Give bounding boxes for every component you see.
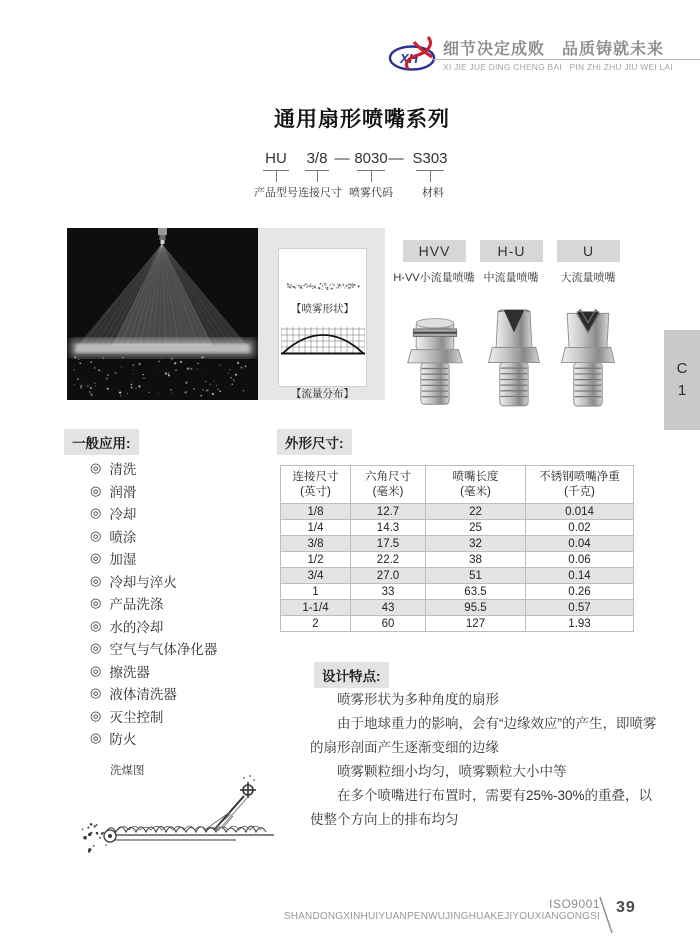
flow-distribution-icon xyxy=(281,325,365,355)
table-cell: 63.5 xyxy=(426,584,526,600)
code-label-model: 产品型号 xyxy=(254,187,298,199)
application-label: 水的冷却 xyxy=(109,619,164,635)
bullet-icon: ◎ xyxy=(90,527,102,543)
side-tab-letter: C xyxy=(676,360,688,377)
application-label: 润滑 xyxy=(109,484,137,500)
application-label: 擦洗器 xyxy=(109,664,150,680)
dimensions-heading: 外形尺寸: xyxy=(277,429,352,455)
code-label-size: 连接尺寸 xyxy=(298,187,342,199)
bullet-icon: ◎ xyxy=(90,685,102,701)
table-cell: 0.14 xyxy=(526,568,634,584)
footer-company: SHANDONGXINHUIYUANPENWUJINGHUAKEJIYOUXIANGONGSI xyxy=(283,911,600,922)
bullet-icon: ◎ xyxy=(90,707,102,723)
coal-wash-diagram xyxy=(78,772,288,872)
nozzle-photo-hvv xyxy=(402,312,468,408)
bullet-icon: ◎ xyxy=(90,595,102,611)
table-cell: 33 xyxy=(351,584,426,600)
table-cell: 25 xyxy=(426,520,526,536)
spray-shape-icon xyxy=(283,277,363,295)
application-item xyxy=(90,637,217,660)
bullet-icon: ◎ xyxy=(90,617,102,633)
code-material: S303 xyxy=(412,150,448,167)
side-tab-number: 1 xyxy=(677,382,687,399)
spray-info-card xyxy=(278,248,367,400)
bullet-icon: ◎ xyxy=(90,550,102,566)
footer-page-number: 39 xyxy=(616,899,636,916)
application-label: 喷涂 xyxy=(109,529,137,545)
design-features-text xyxy=(310,688,660,832)
bullet-icon: ◎ xyxy=(90,482,102,498)
table-body xyxy=(281,504,634,632)
table-column-header: 喷嘴长度 (毫米) xyxy=(426,466,526,504)
application-label: 灭尘控制 xyxy=(109,709,164,725)
bullet-icon: ◎ xyxy=(90,640,102,656)
design-feature-paragraph: 由于地球重力的影响，会有“边缘效应”的产生，即喷雾的扇形剖面产生逐渐变细的边缘 xyxy=(310,716,657,755)
table-cell: 14.3 xyxy=(351,520,426,536)
logo-text: XH xyxy=(400,51,419,66)
applications-heading: 一般应用: xyxy=(64,429,139,455)
type-header-hu: H-U xyxy=(480,240,543,262)
table-cell: 0.02 xyxy=(526,520,634,536)
header-slogan-pinyin: XI JIE JUE DING CHENG BAI PIN ZHI ZHU JIU WEI LAI xyxy=(443,62,673,72)
bullet-icon: ◎ xyxy=(90,730,102,746)
type-header-u: U xyxy=(557,240,620,262)
table-cell: 1/4 xyxy=(281,520,351,536)
flow-distribution-label: 【流量分布】 xyxy=(291,388,354,400)
design-features-heading: 设计特点: xyxy=(314,662,389,688)
tick-line xyxy=(317,171,318,182)
table-cell: 22 xyxy=(426,504,526,520)
table-cell: 0.06 xyxy=(526,552,634,568)
table-cell: 0.014 xyxy=(526,504,634,520)
table-cell: 2 xyxy=(281,616,351,632)
header-slogan: 细节决定成败 品质铸就未来 xyxy=(443,41,665,58)
table-row xyxy=(281,536,634,552)
application-item xyxy=(90,480,217,503)
table-cell: 60 xyxy=(351,616,426,632)
tick-line xyxy=(430,171,431,182)
application-label: 防火 xyxy=(109,732,137,748)
design-feature-paragraph: 喷雾形状为多种角度的扇形 xyxy=(337,692,499,707)
table-cell: 38 xyxy=(426,552,526,568)
table-row xyxy=(281,520,634,536)
table-column-header: 不锈钢喷嘴净重 (千克) xyxy=(526,466,634,504)
page-title: 通用扇形喷嘴系列 xyxy=(274,108,450,131)
code-label-material: 材料 xyxy=(422,187,444,199)
table-cell: 1/2 xyxy=(281,552,351,568)
header-rule xyxy=(433,59,700,60)
application-label: 产品洗涤 xyxy=(109,597,164,613)
spray-photo-art xyxy=(67,228,258,400)
type-desc-hu: 中流量喷嘴 xyxy=(483,272,539,284)
table-column-header: 连接尺寸 (英寸) xyxy=(281,466,351,504)
spray-photo xyxy=(67,228,258,400)
application-label: 冷却与淬火 xyxy=(109,574,177,590)
tick-line xyxy=(371,171,372,182)
table-cell: 3/4 xyxy=(281,568,351,584)
tick-line xyxy=(276,171,277,182)
application-label: 清洗 xyxy=(109,462,137,478)
type-desc-u: 大流量喷嘴 xyxy=(560,272,616,284)
table-cell: 12.7 xyxy=(351,504,426,520)
applications-list xyxy=(90,457,217,750)
code-model: HU xyxy=(265,150,287,167)
nozzle-photo-hu xyxy=(481,300,547,408)
logo-xh-icon xyxy=(388,36,440,72)
application-item xyxy=(90,502,217,525)
nozzle-photo-u xyxy=(551,302,625,408)
table-cell: 3/8 xyxy=(281,536,351,552)
bullet-icon: ◎ xyxy=(90,460,102,476)
table-cell: 1/8 xyxy=(281,504,351,520)
table-cell: 32 xyxy=(426,536,526,552)
table-cell: 43 xyxy=(351,600,426,616)
table-row xyxy=(281,584,634,600)
application-label: 空气与气体净化器 xyxy=(109,642,218,658)
table-cell: 17.5 xyxy=(351,536,426,552)
table-column-header: 六角尺寸 (毫米) xyxy=(351,466,426,504)
application-item xyxy=(90,682,217,705)
bullet-icon: ◎ xyxy=(90,572,102,588)
table-row xyxy=(281,552,634,568)
application-item xyxy=(90,457,217,480)
application-item xyxy=(90,570,217,593)
dimensions-table xyxy=(280,465,634,632)
table-row xyxy=(281,616,634,632)
table-row xyxy=(281,600,634,616)
table-cell: 1-1/4 xyxy=(281,600,351,616)
footer-divider xyxy=(598,895,616,935)
code-dash-2: — xyxy=(388,150,404,167)
application-item xyxy=(90,615,217,638)
coal-wash-label: 洗煤图 xyxy=(110,765,145,777)
application-item xyxy=(90,727,217,750)
table-row xyxy=(281,504,634,520)
application-item xyxy=(90,592,217,615)
table-cell: 1 xyxy=(281,584,351,600)
spray-shape-label: 【喷雾形状】 xyxy=(291,303,354,315)
table-cell: 0.04 xyxy=(526,536,634,552)
code-size: 3/8 xyxy=(306,150,328,167)
application-item xyxy=(90,547,217,570)
application-label: 液体清洗器 xyxy=(109,687,177,703)
footer-iso: ISO9001 xyxy=(549,897,600,911)
table-row xyxy=(281,568,634,584)
code-dash-1: — xyxy=(334,150,350,167)
table-cell: 127 xyxy=(426,616,526,632)
application-label: 冷却 xyxy=(109,507,137,523)
company-logo xyxy=(388,36,440,72)
type-desc-hvv: H-VV小流量喷嘴 xyxy=(393,272,475,284)
table-cell: 27.0 xyxy=(351,568,426,584)
design-feature-paragraph: 喷雾颗粒细小均匀，喷雾颗粒大小中等 xyxy=(337,764,567,779)
bullet-icon: ◎ xyxy=(90,505,102,521)
table-cell: 95.5 xyxy=(426,600,526,616)
application-item xyxy=(90,705,217,728)
type-header-hvv: HVV xyxy=(403,240,466,262)
spray-info-panel xyxy=(258,228,385,400)
code-label-spray: 喷雾代码 xyxy=(349,187,393,199)
table-cell: 51 xyxy=(426,568,526,584)
bullet-icon: ◎ xyxy=(90,662,102,678)
design-feature-paragraph: 在多个喷嘴进行布置时，需要有25%-30%的重叠，以使整个方向上的排布均匀 xyxy=(310,788,653,827)
application-label: 加湿 xyxy=(109,552,137,568)
application-item xyxy=(90,525,217,548)
code-spray: 8030 xyxy=(354,150,388,167)
table-cell: 0.26 xyxy=(526,584,634,600)
table-header-row xyxy=(281,466,634,504)
side-tab-c1 xyxy=(664,330,700,430)
application-item xyxy=(90,660,217,683)
table-cell: 1.93 xyxy=(526,616,634,632)
table-cell: 0.57 xyxy=(526,600,634,616)
table-cell: 22.2 xyxy=(351,552,426,568)
